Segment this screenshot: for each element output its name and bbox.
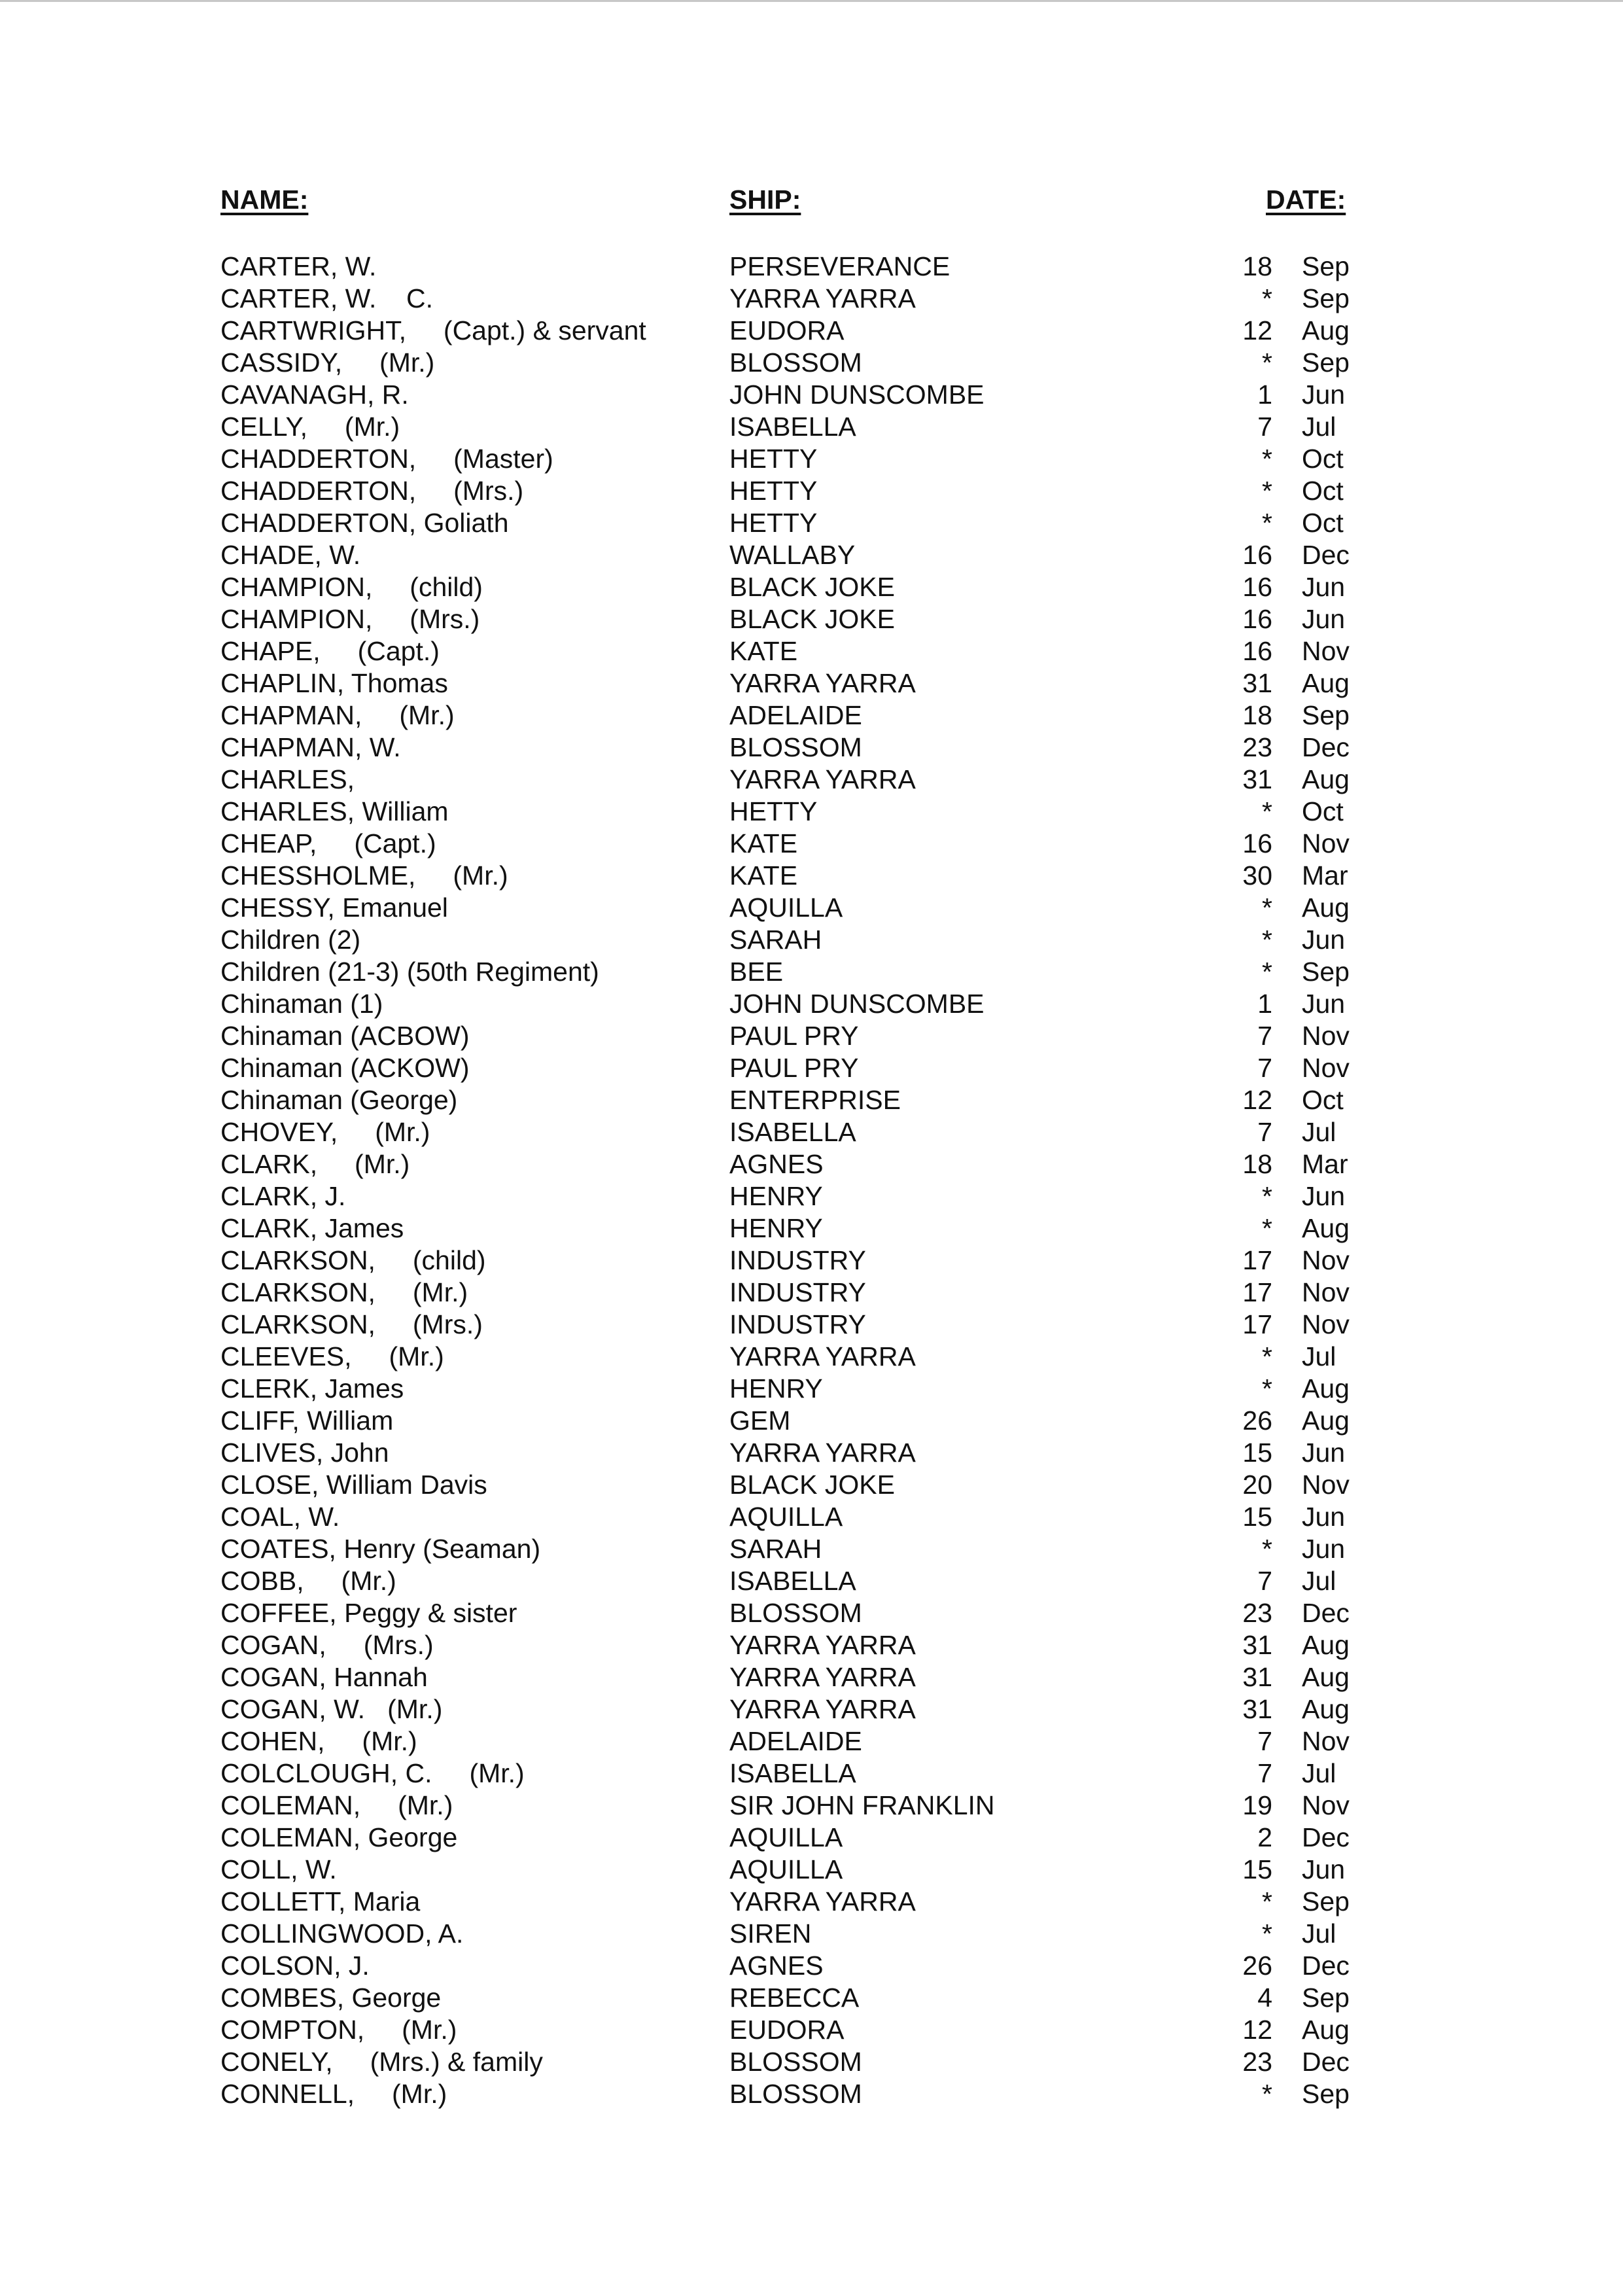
date-month: Jul bbox=[1302, 1566, 1336, 1596]
table-row bbox=[0, 732, 1623, 764]
table-row bbox=[0, 347, 1623, 379]
date-month: Nov bbox=[1302, 828, 1350, 858]
ship-name: INDUSTRY bbox=[729, 1309, 866, 1339]
passenger-name: CLOSE, William Davis bbox=[220, 1470, 487, 1500]
table-row bbox=[0, 1245, 1623, 1277]
passenger-name: CHADDERTON, Goliath bbox=[220, 508, 509, 538]
date-day: 26 bbox=[1242, 1405, 1272, 1436]
passenger-name: Chinaman (1) bbox=[220, 989, 383, 1019]
date-day: * bbox=[1262, 925, 1272, 955]
date-month: Mar bbox=[1302, 860, 1348, 891]
passenger-name: CLARKSON, (child) bbox=[220, 1245, 486, 1275]
passenger-name: CLARK, James bbox=[220, 1213, 404, 1243]
ship-name: ISABELLA bbox=[729, 1117, 856, 1147]
date-day: 15 bbox=[1242, 1854, 1272, 1884]
date-day: 7 bbox=[1257, 1021, 1272, 1051]
passenger-name: CLARKSON, (Mrs.) bbox=[220, 1309, 483, 1339]
date-month: Jun bbox=[1302, 1502, 1346, 1532]
ship-name: BLOSSOM bbox=[729, 732, 862, 762]
date-month: Oct bbox=[1302, 508, 1344, 538]
passenger-name: CHAPLIN, Thomas bbox=[220, 668, 448, 698]
ship-name: INDUSTRY bbox=[729, 1245, 866, 1275]
date-month: Aug bbox=[1302, 1213, 1350, 1243]
passenger-name: COLEMAN, (Mr.) bbox=[220, 1790, 453, 1820]
date-month: Aug bbox=[1302, 1662, 1350, 1692]
table-row bbox=[0, 475, 1623, 507]
passenger-name: Chinaman (ACBOW) bbox=[220, 1021, 470, 1051]
date-month: Dec bbox=[1302, 1822, 1350, 1852]
table-row bbox=[0, 1629, 1623, 1661]
passenger-name: COGAN, W. (Mr.) bbox=[220, 1694, 443, 1724]
table-row bbox=[0, 860, 1623, 892]
header-date: DATE: bbox=[1266, 185, 1346, 215]
date-day: 23 bbox=[1242, 732, 1272, 762]
date-day: 31 bbox=[1242, 1694, 1272, 1724]
table-row bbox=[0, 2014, 1623, 2046]
passenger-name: CHAPE, (Capt.) bbox=[220, 636, 440, 666]
ship-name: AGNES bbox=[729, 1149, 824, 1179]
ship-name: BLACK JOKE bbox=[729, 1470, 895, 1500]
table-row bbox=[0, 603, 1623, 635]
passenger-name: CHAMPION, (child) bbox=[220, 572, 483, 602]
date-month: Oct bbox=[1302, 476, 1344, 506]
date-month: Jul bbox=[1302, 1117, 1336, 1147]
ship-name: AQUILLA bbox=[729, 1854, 843, 1884]
date-day: 17 bbox=[1242, 1309, 1272, 1339]
passenger-name: CHEAP, (Capt.) bbox=[220, 828, 436, 858]
date-month: Jun bbox=[1302, 1181, 1346, 1211]
date-day: 7 bbox=[1257, 1758, 1272, 1788]
date-day: 16 bbox=[1242, 540, 1272, 570]
passenger-name: CHESSHOLME, (Mr.) bbox=[220, 860, 508, 891]
passenger-name: Chinaman (George) bbox=[220, 1085, 458, 1115]
ship-name: BLOSSOM bbox=[729, 347, 862, 378]
date-day: 19 bbox=[1242, 1790, 1272, 1820]
date-day: 18 bbox=[1242, 251, 1272, 281]
passenger-name: CHARLES, bbox=[220, 764, 355, 794]
date-month: Jun bbox=[1302, 572, 1346, 602]
ship-name: HETTY bbox=[729, 476, 818, 506]
ship-name: KATE bbox=[729, 636, 798, 666]
date-day: 31 bbox=[1242, 668, 1272, 698]
date-month: Dec bbox=[1302, 1951, 1350, 1981]
table-row bbox=[0, 956, 1623, 988]
date-day: 12 bbox=[1242, 1085, 1272, 1115]
date-day: * bbox=[1262, 283, 1272, 313]
passenger-name: CELLY, (Mr.) bbox=[220, 412, 400, 442]
ship-name: AGNES bbox=[729, 1951, 824, 1981]
date-day: 1 bbox=[1257, 989, 1272, 1019]
date-day: 31 bbox=[1242, 764, 1272, 794]
passenger-name: Children (21-3) (50th Regiment) bbox=[220, 957, 599, 987]
table-row bbox=[0, 1918, 1623, 1950]
date-month: Jun bbox=[1302, 989, 1346, 1019]
date-day: 7 bbox=[1257, 1726, 1272, 1756]
ship-name: BLACK JOKE bbox=[729, 604, 895, 634]
date-day: 17 bbox=[1242, 1277, 1272, 1307]
date-month: Jun bbox=[1302, 380, 1346, 410]
date-month: Jul bbox=[1302, 1341, 1336, 1371]
ship-name: REBECCA bbox=[729, 1983, 860, 2013]
date-month: Dec bbox=[1302, 1598, 1350, 1628]
passenger-name: CARTER, W. bbox=[220, 251, 377, 281]
passenger-name: CLIVES, John bbox=[220, 1438, 389, 1468]
date-day: 7 bbox=[1257, 1053, 1272, 1083]
top-border bbox=[0, 0, 1623, 2]
table-row bbox=[0, 1405, 1623, 1437]
passenger-name: CLEEVES, (Mr.) bbox=[220, 1341, 444, 1371]
ship-name: BEE bbox=[729, 957, 784, 987]
ship-name: PAUL PRY bbox=[729, 1021, 859, 1051]
passenger-name: COAL, W. bbox=[220, 1502, 340, 1532]
date-month: Jul bbox=[1302, 412, 1336, 442]
table-row bbox=[0, 1822, 1623, 1854]
passenger-name: CAVANAGH, R. bbox=[220, 380, 409, 410]
passenger-name: COFFEE, Peggy & sister bbox=[220, 1598, 517, 1628]
passenger-name: COLL, W. bbox=[220, 1854, 337, 1884]
date-day: 18 bbox=[1242, 700, 1272, 730]
date-day: 20 bbox=[1242, 1470, 1272, 1500]
table-row bbox=[0, 1212, 1623, 1245]
ship-name: ISABELLA bbox=[729, 1566, 856, 1596]
passenger-list bbox=[0, 251, 1623, 2110]
passenger-name: COATES, Henry (Seaman) bbox=[220, 1534, 541, 1564]
table-row bbox=[0, 892, 1623, 924]
table-row bbox=[0, 796, 1623, 828]
passenger-name: CLIFF, William bbox=[220, 1405, 394, 1436]
ship-name: BLOSSOM bbox=[729, 2079, 862, 2109]
ship-name: YARRA YARRA bbox=[729, 1886, 916, 1916]
date-month: Jun bbox=[1302, 925, 1346, 955]
passenger-name: COBB, (Mr.) bbox=[220, 1566, 396, 1596]
ship-name: ENTERPRISE bbox=[729, 1085, 901, 1115]
ship-name: SIR JOHN FRANKLIN bbox=[729, 1790, 995, 1820]
passenger-name: CHAPMAN, W. bbox=[220, 732, 401, 762]
table-row bbox=[0, 1597, 1623, 1629]
table-row bbox=[0, 699, 1623, 732]
date-month: Oct bbox=[1302, 796, 1344, 826]
date-month: Nov bbox=[1302, 1726, 1350, 1756]
date-month: Jul bbox=[1302, 1758, 1336, 1788]
table-row bbox=[0, 1950, 1623, 1982]
date-day: * bbox=[1262, 1181, 1272, 1211]
date-month: Aug bbox=[1302, 1630, 1350, 1660]
date-month: Jun bbox=[1302, 1854, 1346, 1884]
date-day: 23 bbox=[1242, 1598, 1272, 1628]
ship-name: YARRA YARRA bbox=[729, 1438, 916, 1468]
ship-name: YARRA YARRA bbox=[729, 1662, 916, 1692]
table-row bbox=[0, 1725, 1623, 1757]
ship-name: GEM bbox=[729, 1405, 791, 1436]
table-row bbox=[0, 1501, 1623, 1533]
table-row bbox=[0, 828, 1623, 860]
table-row bbox=[0, 667, 1623, 699]
table-row bbox=[0, 507, 1623, 539]
passenger-name: CONNELL, (Mr.) bbox=[220, 2079, 447, 2109]
date-day: * bbox=[1262, 476, 1272, 506]
date-day: 18 bbox=[1242, 1149, 1272, 1179]
date-month: Sep bbox=[1302, 957, 1350, 987]
header-ship: SHIP: bbox=[729, 185, 801, 215]
date-day: 7 bbox=[1257, 412, 1272, 442]
ship-name: HENRY bbox=[729, 1213, 823, 1243]
date-month: Sep bbox=[1302, 700, 1350, 730]
date-month: Aug bbox=[1302, 1405, 1350, 1436]
date-month: Nov bbox=[1302, 636, 1350, 666]
date-day: * bbox=[1262, 1886, 1272, 1916]
table-row bbox=[0, 379, 1623, 411]
passenger-name: Children (2) bbox=[220, 925, 361, 955]
date-month: Aug bbox=[1302, 1694, 1350, 1724]
date-month: Aug bbox=[1302, 668, 1350, 698]
table-row bbox=[0, 1084, 1623, 1116]
passenger-name: COMPTON, (Mr.) bbox=[220, 2015, 457, 2045]
table-row bbox=[0, 1790, 1623, 1822]
date-day: 16 bbox=[1242, 604, 1272, 634]
date-day: 7 bbox=[1257, 1566, 1272, 1596]
ship-name: SARAH bbox=[729, 925, 822, 955]
table-row bbox=[0, 1757, 1623, 1790]
passenger-name: CHADDERTON, (Master) bbox=[220, 444, 553, 474]
passenger-name: CHARLES, William bbox=[220, 796, 449, 826]
date-month: Nov bbox=[1302, 1021, 1350, 1051]
ship-name: YARRA YARRA bbox=[729, 1341, 916, 1371]
date-day: * bbox=[1262, 1534, 1272, 1564]
table-row bbox=[0, 1277, 1623, 1309]
ship-name: JOHN DUNSCOMBE bbox=[729, 380, 985, 410]
date-day: 2 bbox=[1257, 1822, 1272, 1852]
table-row bbox=[0, 1373, 1623, 1405]
ship-name: ISABELLA bbox=[729, 412, 856, 442]
date-month: Jun bbox=[1302, 1534, 1346, 1564]
ship-name: BLOSSOM bbox=[729, 2047, 862, 2077]
table-row bbox=[0, 1341, 1623, 1373]
table-row bbox=[0, 1533, 1623, 1565]
ship-name: HETTY bbox=[729, 796, 818, 826]
date-month: Nov bbox=[1302, 1790, 1350, 1820]
date-day: 12 bbox=[1242, 2015, 1272, 2045]
passenger-name: CLERK, James bbox=[220, 1373, 404, 1404]
date-day: * bbox=[1262, 1213, 1272, 1243]
date-day: * bbox=[1262, 2079, 1272, 2109]
date-day: * bbox=[1262, 1341, 1272, 1371]
table-row bbox=[0, 571, 1623, 603]
ship-name: AQUILLA bbox=[729, 892, 843, 923]
date-month: Oct bbox=[1302, 1085, 1344, 1115]
ship-name: BLACK JOKE bbox=[729, 572, 895, 602]
table-row bbox=[0, 1437, 1623, 1469]
passenger-name: COGAN, Hannah bbox=[220, 1662, 428, 1692]
date-day: 30 bbox=[1242, 860, 1272, 891]
date-month: Aug bbox=[1302, 315, 1350, 345]
table-row bbox=[0, 443, 1623, 475]
header-name: NAME: bbox=[220, 185, 309, 215]
date-month: Sep bbox=[1302, 2079, 1350, 2109]
passenger-name: COLLINGWOOD, A. bbox=[220, 1918, 464, 1949]
table-row bbox=[0, 1693, 1623, 1725]
passenger-name: CARTER, W. C. bbox=[220, 283, 433, 313]
date-day: 12 bbox=[1242, 315, 1272, 345]
date-day: * bbox=[1262, 1373, 1272, 1404]
date-month: Jun bbox=[1302, 1438, 1346, 1468]
ship-name: YARRA YARRA bbox=[729, 283, 916, 313]
date-day: 31 bbox=[1242, 1630, 1272, 1660]
ship-name: KATE bbox=[729, 860, 798, 891]
ship-name: YARRA YARRA bbox=[729, 1694, 916, 1724]
ship-name: YARRA YARRA bbox=[729, 764, 916, 794]
date-month: Nov bbox=[1302, 1309, 1350, 1339]
date-day: * bbox=[1262, 1918, 1272, 1949]
ship-name: HENRY bbox=[729, 1181, 823, 1211]
date-month: Aug bbox=[1302, 2015, 1350, 2045]
passenger-name: CHADDERTON, (Mrs.) bbox=[220, 476, 524, 506]
date-day: 1 bbox=[1257, 380, 1272, 410]
passenger-name: CHAPMAN, (Mr.) bbox=[220, 700, 455, 730]
table-row bbox=[0, 2046, 1623, 2078]
date-day: 16 bbox=[1242, 828, 1272, 858]
ship-name: HETTY bbox=[729, 508, 818, 538]
table-row bbox=[0, 251, 1623, 283]
date-month: Jun bbox=[1302, 604, 1346, 634]
date-month: Nov bbox=[1302, 1470, 1350, 1500]
passenger-name: COHEN, (Mr.) bbox=[220, 1726, 417, 1756]
ship-name: PERSEVERANCE bbox=[729, 251, 951, 281]
date-month: Mar bbox=[1302, 1149, 1348, 1179]
ship-name: WALLABY bbox=[729, 540, 856, 570]
date-month: Sep bbox=[1302, 283, 1350, 313]
ship-name: ISABELLA bbox=[729, 1758, 856, 1788]
table-row bbox=[0, 1116, 1623, 1148]
table-row bbox=[0, 1052, 1623, 1084]
passenger-name: COLSON, J. bbox=[220, 1951, 370, 1981]
ship-name: JOHN DUNSCOMBE bbox=[729, 989, 985, 1019]
date-day: 17 bbox=[1242, 1245, 1272, 1275]
date-day: * bbox=[1262, 508, 1272, 538]
date-month: Sep bbox=[1302, 347, 1350, 378]
date-month: Dec bbox=[1302, 540, 1350, 570]
date-day: 31 bbox=[1242, 1662, 1272, 1692]
table-row bbox=[0, 1661, 1623, 1693]
date-month: Dec bbox=[1302, 732, 1350, 762]
table-row bbox=[0, 988, 1623, 1020]
date-day: * bbox=[1262, 444, 1272, 474]
table-row bbox=[0, 1982, 1623, 2014]
ship-name: AQUILLA bbox=[729, 1822, 843, 1852]
table-row bbox=[0, 1148, 1623, 1180]
ship-name: SIREN bbox=[729, 1918, 812, 1949]
date-day: 23 bbox=[1242, 2047, 1272, 2077]
date-day: 26 bbox=[1242, 1951, 1272, 1981]
table-row bbox=[0, 1180, 1623, 1212]
date-month: Sep bbox=[1302, 251, 1350, 281]
ship-name: YARRA YARRA bbox=[729, 668, 916, 698]
passenger-name: CASSIDY, (Mr.) bbox=[220, 347, 435, 378]
date-month: Nov bbox=[1302, 1053, 1350, 1083]
date-month: Aug bbox=[1302, 1373, 1350, 1404]
passenger-name: COLCLOUGH, C. (Mr.) bbox=[220, 1758, 525, 1788]
ship-name: PAUL PRY bbox=[729, 1053, 859, 1083]
table-row bbox=[0, 1565, 1623, 1597]
date-day: 16 bbox=[1242, 636, 1272, 666]
ship-name: EUDORA bbox=[729, 315, 845, 345]
date-day: 15 bbox=[1242, 1438, 1272, 1468]
date-month: Aug bbox=[1302, 764, 1350, 794]
passenger-name: CHADE, W. bbox=[220, 540, 361, 570]
passenger-name: COMBES, George bbox=[220, 1983, 442, 2013]
date-day: * bbox=[1262, 957, 1272, 987]
date-month: Sep bbox=[1302, 1983, 1350, 2013]
table-row bbox=[0, 1020, 1623, 1052]
passenger-name: COGAN, (Mrs.) bbox=[220, 1630, 434, 1660]
ship-name: KATE bbox=[729, 828, 798, 858]
date-day: * bbox=[1262, 892, 1272, 923]
date-day: 15 bbox=[1242, 1502, 1272, 1532]
date-month: Sep bbox=[1302, 1886, 1350, 1916]
ship-name: HETTY bbox=[729, 444, 818, 474]
passenger-name: CHESSY, Emanuel bbox=[220, 892, 448, 923]
table-row bbox=[0, 2078, 1623, 2110]
passenger-name: CHOVEY, (Mr.) bbox=[220, 1117, 430, 1147]
ship-name: YARRA YARRA bbox=[729, 1630, 916, 1660]
table-row bbox=[0, 411, 1623, 443]
ship-name: SARAH bbox=[729, 1534, 822, 1564]
table-row bbox=[0, 924, 1623, 956]
table-row bbox=[0, 315, 1623, 347]
ship-name: INDUSTRY bbox=[729, 1277, 866, 1307]
ship-name: ADELAIDE bbox=[729, 700, 862, 730]
passenger-name: CARTWRIGHT, (Capt.) & servant bbox=[220, 315, 646, 345]
passenger-name: CHAMPION, (Mrs.) bbox=[220, 604, 480, 634]
ship-name: AQUILLA bbox=[729, 1502, 843, 1532]
date-month: Aug bbox=[1302, 892, 1350, 923]
passenger-name: COLEMAN, George bbox=[220, 1822, 458, 1852]
table-row bbox=[0, 539, 1623, 571]
ship-name: ADELAIDE bbox=[729, 1726, 862, 1756]
date-month: Oct bbox=[1302, 444, 1344, 474]
date-day: * bbox=[1262, 347, 1272, 378]
table-row bbox=[0, 764, 1623, 796]
date-month: Dec bbox=[1302, 2047, 1350, 2077]
date-day: 7 bbox=[1257, 1117, 1272, 1147]
passenger-name: COLLETT, Maria bbox=[220, 1886, 421, 1916]
passenger-name: CONELY, (Mrs.) & family bbox=[220, 2047, 543, 2077]
table-row bbox=[0, 283, 1623, 315]
date-month: Jul bbox=[1302, 1918, 1336, 1949]
date-day: 16 bbox=[1242, 572, 1272, 602]
passenger-name: CLARK, (Mr.) bbox=[220, 1149, 410, 1179]
table-row bbox=[0, 1886, 1623, 1918]
ship-name: BLOSSOM bbox=[729, 1598, 862, 1628]
passenger-name: CLARK, J. bbox=[220, 1181, 346, 1211]
date-day: 4 bbox=[1257, 1983, 1272, 2013]
table-row bbox=[0, 1309, 1623, 1341]
ship-name: EUDORA bbox=[729, 2015, 845, 2045]
passenger-name: Chinaman (ACKOW) bbox=[220, 1053, 470, 1083]
date-day: * bbox=[1262, 796, 1272, 826]
date-month: Nov bbox=[1302, 1277, 1350, 1307]
ship-name: HENRY bbox=[729, 1373, 823, 1404]
date-month: Nov bbox=[1302, 1245, 1350, 1275]
passenger-name: CLARKSON, (Mr.) bbox=[220, 1277, 468, 1307]
table-row bbox=[0, 635, 1623, 667]
table-row bbox=[0, 1854, 1623, 1886]
table-row bbox=[0, 1469, 1623, 1501]
